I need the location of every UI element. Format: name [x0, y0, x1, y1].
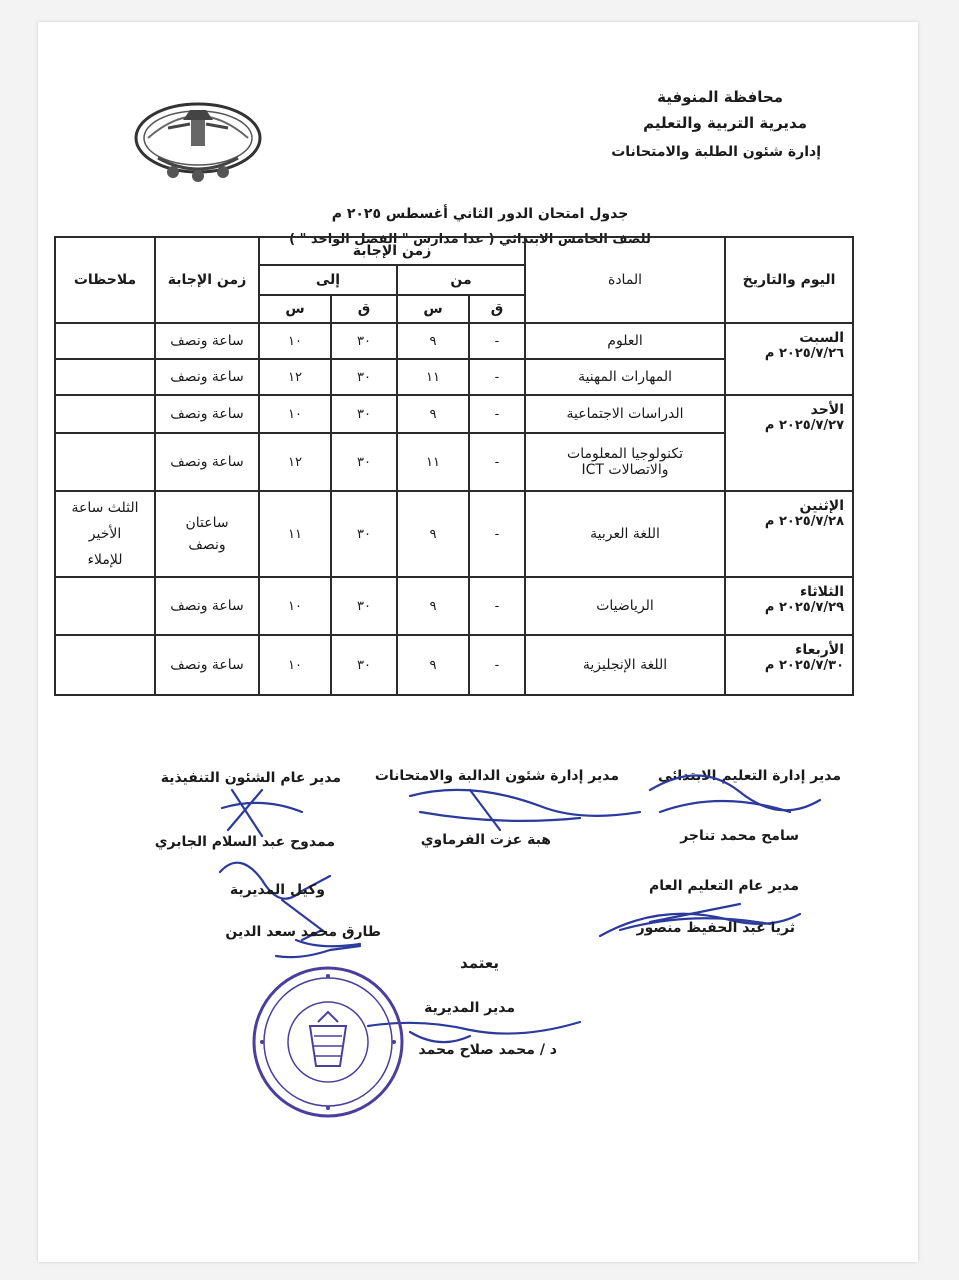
- subject-cell: العلوم: [525, 323, 725, 359]
- to-minute-cell: ٣٠: [331, 395, 397, 433]
- day-name: الأربعاء: [795, 642, 845, 658]
- subject-cell: الدراسات الاجتماعية: [525, 395, 725, 433]
- subject-cell: اللغة العربية: [525, 491, 725, 577]
- header-to-minute: ق: [331, 295, 397, 323]
- directorate-director-title: مدير المديرية: [424, 1000, 515, 1016]
- to-minute-cell: ٣٠: [331, 577, 397, 635]
- from-minute-cell: -: [469, 491, 525, 577]
- from-minute-cell: -: [469, 359, 525, 395]
- day-name: الثلاثاء: [799, 584, 845, 600]
- official-stamp: [248, 962, 408, 1122]
- exec-affairs-director-name: ممدوح عبد السلام الجابري: [154, 834, 335, 850]
- header-from-minute: ق: [469, 295, 525, 323]
- to-hour-cell: ١٢: [259, 359, 331, 395]
- notes-line-3: للإملاء: [87, 552, 123, 568]
- duration-line-2: ونصف: [188, 537, 226, 553]
- day-name: الإثنين: [799, 498, 845, 514]
- schedule-title: جدول امتحان الدور الثاني أغسطس ٢٠٢٥ م: [331, 206, 629, 222]
- to-hour-cell: ١٠: [259, 323, 331, 359]
- from-hour-cell: ٩: [397, 491, 469, 577]
- header-notes: ملاحظات: [55, 237, 155, 323]
- subject-line-1: تكنولوجيا المعلومات: [567, 446, 684, 462]
- duration-cell: ساعة ونصف: [155, 577, 259, 635]
- notes-line-2: الأخير: [88, 526, 122, 542]
- primary-ed-director-name: سامح محمد تناجر: [680, 828, 799, 844]
- from-hour-cell: ٩: [397, 323, 469, 359]
- header-from: من: [397, 265, 525, 295]
- from-minute-cell: -: [469, 577, 525, 635]
- header-answer-time-group: زمن الإجابة: [259, 237, 525, 265]
- day-date: ٢٠٢٥/٧/٢٩ م: [764, 600, 845, 615]
- student-affairs-director-name: هبة عزت الفرماوي: [420, 832, 551, 848]
- duration-cell: ساعة ونصف: [155, 395, 259, 433]
- header-day-date: اليوم والتاريخ: [725, 237, 853, 323]
- to-minute-cell: ٣٠: [331, 433, 397, 491]
- subject-cell: المهارات المهنية: [525, 359, 725, 395]
- primary-ed-director-title: مدير إدارة التعليم الابتدائي: [657, 768, 841, 784]
- exec-affairs-director-title: مدير عام الشئون التنفيذية: [160, 770, 341, 786]
- to-hour-cell: ١٠: [259, 395, 331, 433]
- duration-cell: ساعة ونصف: [155, 323, 259, 359]
- directorate-director-name: د / محمد صلاح محمد: [418, 1042, 557, 1058]
- from-minute-cell: -: [469, 323, 525, 359]
- duration-cell: ساعة ونصف: [155, 635, 259, 695]
- to-minute-cell: ٣٠: [331, 491, 397, 577]
- general-ed-director-name: ثريا عبد الحفيظ منصور: [636, 920, 795, 936]
- header-to: إلى: [259, 265, 397, 295]
- from-minute-cell: -: [469, 395, 525, 433]
- to-minute-cell: ٣٠: [331, 323, 397, 359]
- day-date: ٢٠٢٥/٧/٣٠ م: [764, 658, 845, 673]
- day-name: السبت: [799, 330, 845, 346]
- duration-cell: ساعة ونصف: [155, 433, 259, 491]
- header-to-hour: س: [259, 295, 331, 323]
- subject-cell: الرياضيات: [525, 577, 725, 635]
- from-hour-cell: ١١: [397, 359, 469, 395]
- to-hour-cell: ١٢: [259, 433, 331, 491]
- from-hour-cell: ٩: [397, 395, 469, 433]
- day-date: ٢٠٢٥/٧/٢٨ م: [764, 514, 845, 529]
- department-label: إدارة شئون الطلبة والامتحانات: [611, 144, 821, 160]
- to-minute-cell: ٣٠: [331, 635, 397, 695]
- to-hour-cell: ١٠: [259, 577, 331, 635]
- header-duration: زمن الإجابة: [155, 237, 259, 323]
- duration-line-1: ساعتان: [185, 515, 229, 531]
- from-hour-cell: ٩: [397, 635, 469, 695]
- governorate-label: محافظة المنوفية: [657, 88, 783, 106]
- student-affairs-director-title: مدير إدارة شئون الدالبة والامتحانات: [374, 768, 619, 784]
- directorate-label: مديرية التربية والتعليم: [643, 114, 807, 132]
- to-hour-cell: ١٠: [259, 635, 331, 695]
- from-hour-cell: ١١: [397, 433, 469, 491]
- deputy-title: وكيل المديرية: [229, 882, 325, 898]
- to-hour-cell: ١١: [259, 491, 331, 577]
- header-subject: المادة: [525, 237, 725, 323]
- notes-line-1: الثلث ساعة: [71, 500, 139, 516]
- subject-line-2: والاتصالات ICT: [581, 462, 669, 478]
- from-hour-cell: ٩: [397, 577, 469, 635]
- subject-cell: اللغة الإنجليزية: [525, 635, 725, 695]
- schedule-subtitle: للصف الخامس الابتدائي ( عدا مدارس " الفصل الواحد " ): [289, 232, 651, 247]
- general-ed-director-title: مدير عام التعليم العام: [649, 878, 799, 894]
- duration-cell: ساعة ونصف: [155, 359, 259, 395]
- to-minute-cell: ٣٠: [331, 359, 397, 395]
- from-minute-cell: -: [469, 635, 525, 695]
- from-minute-cell: -: [469, 433, 525, 491]
- day-date: ٢٠٢٥/٧/٢٦ م: [764, 346, 845, 361]
- deputy-name: طارق محمد سعد الدين: [225, 924, 381, 940]
- day-date: ٢٠٢٥/٧/٢٧ م: [764, 418, 845, 433]
- approve-label: يعتمد: [460, 954, 499, 972]
- day-name: الأحد: [810, 402, 845, 418]
- header-from-hour: س: [397, 295, 469, 323]
